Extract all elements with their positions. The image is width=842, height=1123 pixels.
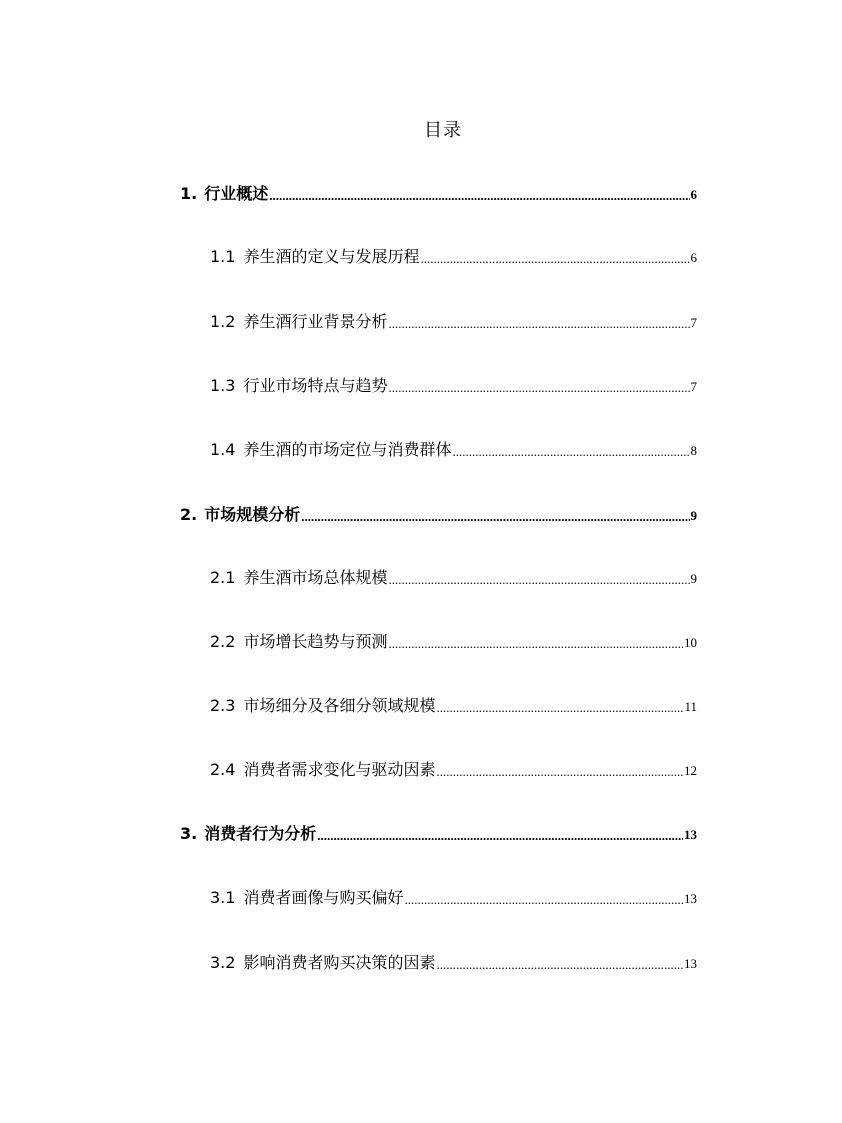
toc-entry-page-number: 9 [690,571,697,586]
toc-entry-number: 3. [180,824,198,843]
toc-entry-page-number: 7 [690,379,697,394]
toc-entry-chapter[interactable] [180,182,697,206]
toc-dot-leader [388,634,683,654]
toc-entry-title: 市场增长趋势与预测 [243,632,388,651]
toc-dot-leader [452,442,689,462]
toc-entry-page-number: 6 [690,250,697,265]
toc-entry-page-number: 8 [690,443,697,458]
toc-entry-page-number: 6 [690,187,697,202]
toc-dot-leader [388,314,689,334]
toc-entry-page-number: 7 [690,315,697,330]
toc-entry-title: 消费者需求变化与驱动因素 [243,760,436,779]
toc-entry-section[interactable] [210,630,697,654]
toc-entry-page-number: 11 [684,699,697,714]
toc-dot-leader [269,186,689,206]
toc-entry-title: 养生酒市场总体规模 [243,568,388,587]
toc-dot-leader [317,826,683,846]
toc-entry-title: 影响消费者购买决策的因素 [243,953,436,972]
toc-entry-title: 消费者行为分析 [204,824,317,843]
toc-entry-page-number: 13 [684,956,697,971]
toc-title: 目录 [424,120,462,141]
toc-entry-title: 行业概述 [204,184,269,203]
toc-entry-section[interactable] [210,438,697,462]
toc-entry-section[interactable] [210,566,697,590]
toc-entry-section[interactable] [210,310,697,334]
toc-entry-number: 3.2 [210,953,236,972]
toc-entry-number: 2.3 [210,696,236,715]
toc-dot-leader [404,890,683,910]
toc-entry-page-number: 10 [684,635,697,650]
toc-entry-chapter[interactable] [180,822,697,846]
toc-entry-section[interactable] [210,694,697,718]
toc-entry-page-number: 13 [684,827,697,842]
toc-entry-title: 市场规模分析 [204,505,301,524]
toc-entry-title: 消费者画像与购买偏好 [243,888,404,907]
toc-entry-section[interactable] [210,374,697,398]
toc-entry-number: 1.2 [210,312,236,331]
toc-entry-number: 1.1 [210,247,236,266]
toc-entry-section[interactable] [210,245,697,269]
toc-entry-section[interactable] [210,886,697,910]
toc-entry-number: 3.1 [210,888,236,907]
toc-entry-number: 1. [180,184,198,203]
toc-entry-section[interactable] [210,951,697,975]
toc-entry-chapter[interactable] [180,503,697,527]
toc-entry-page-number: 9 [690,508,697,523]
toc-dot-leader [420,249,689,269]
toc-entry-title: 养生酒的定义与发展历程 [243,247,420,266]
toc-entry-title: 养生酒行业背景分析 [243,312,388,331]
toc-entry-number: 2.2 [210,632,236,651]
toc-dot-leader [436,698,683,718]
toc-dot-leader [301,507,689,527]
toc-dot-leader [388,570,689,590]
toc-dot-leader [436,762,683,782]
toc-entry-page-number: 13 [684,891,697,906]
toc-entry-title: 行业市场特点与趋势 [243,376,388,395]
toc-entry-number: 2. [180,505,198,524]
toc-entry-number: 2.1 [210,568,236,587]
toc-entry-number: 2.4 [210,760,236,779]
toc-entry-number: 1.4 [210,440,236,459]
toc-entry-number: 1.3 [210,376,236,395]
toc-dot-leader [436,955,683,975]
toc-entry-title: 市场细分及各细分领域规模 [243,696,436,715]
toc-entry-title: 养生酒的市场定位与消费群体 [243,440,452,459]
toc-dot-leader [388,378,689,398]
toc-entry-section[interactable] [210,758,697,782]
toc-entry-page-number: 12 [684,763,697,778]
